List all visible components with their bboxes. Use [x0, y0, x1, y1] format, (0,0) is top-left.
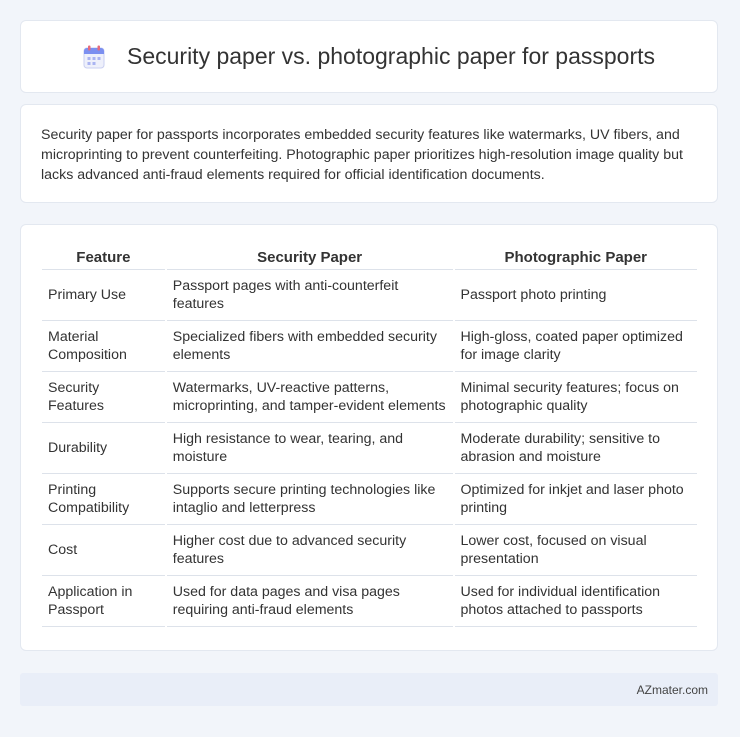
table-row: [42, 270, 697, 321]
table-row: [42, 474, 697, 525]
row-security-paper: Higher cost due to advanced security features: [167, 525, 453, 576]
row-feature: Cost: [42, 525, 165, 576]
row-security-paper: Specialized fibers with embedded security elements: [167, 321, 453, 372]
row-security-paper: Passport pages with anti-counterfeit features: [167, 270, 453, 321]
table-row: [42, 372, 697, 423]
calendar-icon: [83, 45, 105, 69]
row-feature: Security Features: [42, 372, 165, 423]
row-security-paper: Supports secure printing technologies like intaglio and letterpress: [167, 474, 453, 525]
header-feature: Feature: [42, 243, 165, 270]
table-row: [42, 525, 697, 576]
comparison-table: [40, 243, 699, 627]
table-row: [42, 321, 697, 372]
row-feature: Durability: [42, 423, 165, 474]
intro-text: Security paper for passports incorporates embedded security features like watermarks, UV fibers, and microprinting to prevent counterfeiting. Photographic paper prioritizes high-resolution image quality but lacks advanced anti-fraud elements required for official identification documents.: [41, 127, 683, 183]
row-feature: Printing Compatibility: [42, 474, 165, 525]
table-row: [42, 576, 697, 627]
row-photographic-paper: Minimal security features; focus on photographic quality: [455, 372, 698, 423]
row-security-paper: High resistance to wear, tearing, and moisture: [167, 423, 453, 474]
comparison-card: [20, 224, 718, 651]
row-feature: Material Composition: [42, 321, 165, 372]
header-security-paper: Security Paper: [167, 243, 453, 270]
row-feature: Application in Passport: [42, 576, 165, 627]
intro-card: [20, 104, 718, 203]
table-header-row: [42, 243, 697, 270]
title-card: [20, 20, 718, 93]
row-photographic-paper: Optimized for inkjet and laser photo printing: [455, 474, 698, 525]
row-photographic-paper: Moderate durability; sensitive to abrasion and moisture: [455, 423, 698, 474]
page-title: Security paper vs. photographic paper for passports: [126, 43, 655, 69]
row-feature: Primary Use: [42, 270, 165, 321]
row-security-paper: Watermarks, UV-reactive patterns, microprinting, and tamper-evident elements: [167, 372, 453, 423]
row-photographic-paper: Lower cost, focused on visual presentation: [455, 525, 698, 576]
row-security-paper: Used for data pages and visa pages requiring anti-fraud elements: [167, 576, 453, 627]
table-row: [42, 423, 697, 474]
header-photographic-paper: Photographic Paper: [455, 243, 698, 270]
row-photographic-paper: High-gloss, coated paper optimized for image clarity: [455, 321, 698, 372]
row-photographic-paper: Used for individual identification photos attached to passports: [455, 576, 698, 627]
footer-site-link[interactable]: AZmater.com: [636, 682, 708, 697]
footer: [20, 673, 718, 706]
row-photographic-paper: Passport photo printing: [455, 270, 698, 321]
